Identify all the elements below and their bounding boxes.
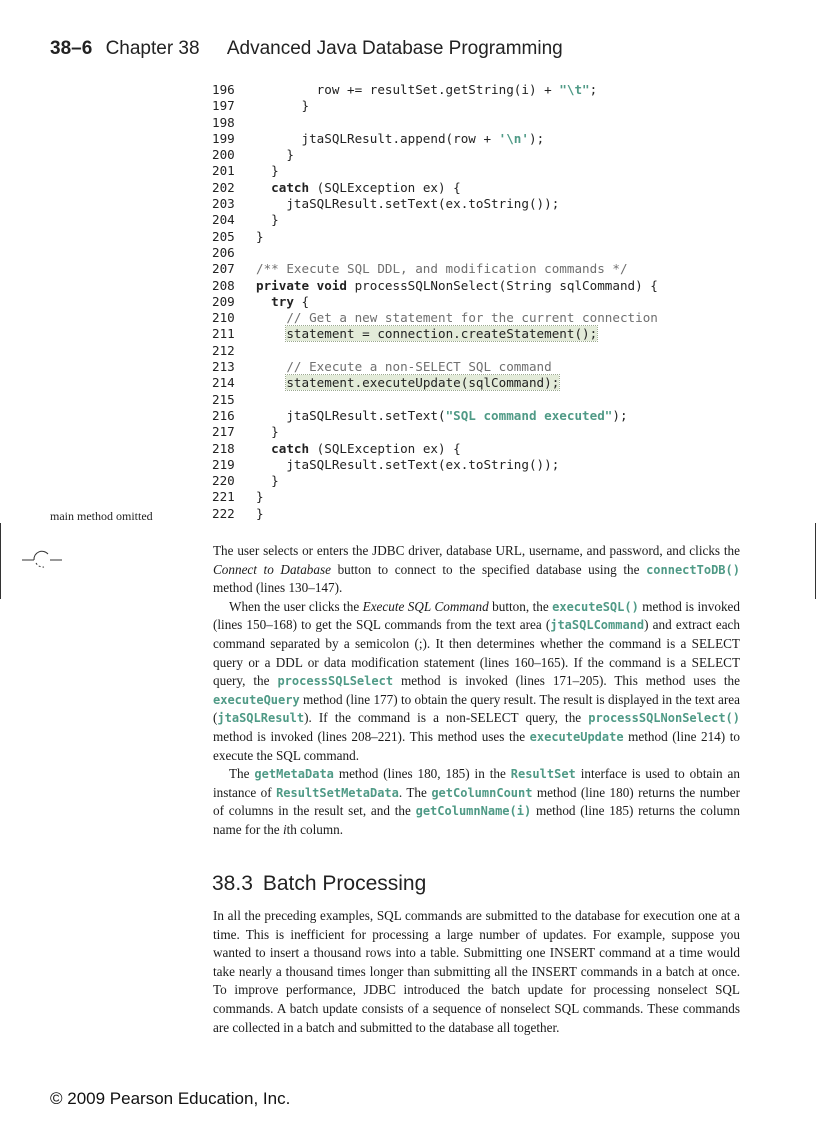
line-number: 218 [212,440,235,456]
code-token: // Execute a non-SELECT SQL command [286,359,552,375]
text-run: method (line 185) returns the column name for the [213,803,740,837]
text-run: method is invoked (lines 171–205). This method uses the [393,673,740,689]
code-line [212,82,658,98]
code-token: private [256,277,310,293]
code-token: { [293,293,310,309]
code-token: } [256,473,279,489]
code-line [212,506,658,522]
code-line [212,310,658,326]
line-number: 198 [212,114,235,130]
code-token: statement = connection.createStatement(); [286,326,598,342]
code-line [212,343,658,359]
text-run: ) and extract each command separated by a semicolon (;). It then determines whether the command is a SELECT query or a DDL or data modification statement (lines 160–165). If the command is a SELECT query, the [213,617,740,689]
text-run: button to connect to the specified database using the [330,561,647,577]
code-token: catch [271,440,310,456]
code-token [256,326,286,341]
body-paragraph [213,598,740,765]
italic-text: Connect to Database [213,561,331,577]
code-line [212,212,658,228]
code-identifier: executeSQL() [552,599,639,614]
section-number: 38.3 [212,872,253,895]
chapter-title: Advanced Java Database Programming [226,38,563,59]
code-token: catch [271,179,310,195]
code-line [212,326,658,342]
code-token: } [256,163,279,179]
code-token: (SQLException ex) { [309,440,461,456]
code-token [256,359,286,374]
code-token [256,310,286,325]
text-run: . The [398,784,432,800]
code-line [212,359,658,375]
code-token: processSQLNonSelect(String sqlCommand) { [347,277,658,293]
line-number: 205 [212,228,235,244]
code-token: try [271,293,294,309]
code-token: '\n' [498,130,529,146]
margin-note: main method omitted [50,509,153,523]
code-line [212,180,658,196]
section-paragraph: In all the preceding examples, SQL commands are submitted to the database for execution one at a time. This is inefficient for processing a large number of updates. For example, suppose you wanted to insert a thousand rows into a table. Submitting one INSERT command at a time would take nearly a thousand times longer than submitting all the INSERT commands in a batch at once. To improve performance, JDBC introduced the batch update for processing nonselect SQL commands. A batch update consists of a sequence of nonselect SQL commands. These commands are collected in a batch and submitted to the database all together. [213,908,740,1035]
text-run: method (lines 130–147). [213,580,343,596]
code-line [212,196,658,212]
code-line [212,147,658,163]
code-line [212,261,658,277]
line-number: 204 [212,212,235,228]
line-number: 211 [212,326,235,342]
line-number: 212 [212,342,235,358]
code-line [212,115,658,131]
line-number: 213 [212,359,235,375]
code-identifier: executeUpdate [529,729,624,744]
text-run: When the user clicks the [229,598,363,614]
line-number: 220 [212,473,235,489]
code-token: ; [589,82,598,97]
text-run: The [229,766,255,782]
code-token: statement.executeUpdate(sqlCommand); [286,375,560,391]
line-number: 221 [212,489,235,505]
code-identifier: connectToDB() [646,562,740,577]
line-number: 203 [212,196,235,212]
code-line [212,441,658,457]
code-token: ); [528,130,545,146]
text-run: method (line 214) to execute the SQL command. [213,728,740,763]
line-number: 201 [212,163,235,179]
code-line [212,375,658,391]
line-number: 209 [212,293,235,309]
code-line [212,392,658,408]
code-token: // Get a new statement for the current connection [286,310,658,326]
line-number: 217 [212,424,235,440]
code-line [212,408,658,424]
code-token: "\t" [559,82,590,97]
code-line [212,163,658,179]
italic-text: i [282,821,287,837]
line-number: 196 [212,82,235,97]
code-identifier: processSQLNonSelect() [588,711,740,726]
code-line [212,473,658,489]
line-number: 208 [212,277,235,293]
code-line [212,294,658,310]
text-run: method (lines 180, 185) in the [333,766,511,782]
line-number: 199 [212,130,235,146]
text-run: method is invoked (lines 150–168) to get the SQL commands from the text area ( [213,598,740,633]
code-token: jtaSQLResult.setText( [256,407,446,423]
chapter-label: Chapter 38 [105,38,200,59]
code-token [256,441,271,456]
code-token: /** Execute SQL DDL, and modification commands */ [256,261,628,277]
code-token: jtaSQLResult.append(row + [256,130,499,146]
copyright-footer: © 2009 Pearson Education, Inc. [50,1089,291,1108]
line-number: 202 [212,179,235,195]
code-line [212,457,658,473]
code-token: } [256,489,264,505]
code-token [256,294,271,309]
section-body [213,907,740,1037]
code-line [212,278,658,294]
text-run: interface is used to obtain an instance of [213,766,740,800]
code-line [212,98,658,114]
line-number: 215 [212,391,235,407]
text-run: method (line 177) to obtain the query result. The result is displayed in the text area ( [213,691,740,726]
code-token: } [256,147,294,163]
code-token: jtaSQLResult.setText(ex.toString()); [256,456,560,472]
code-token: } [256,424,279,440]
code-identifier: getColumnCount [431,785,533,800]
code-token: } [256,505,264,521]
code-token [256,180,271,195]
line-number: 206 [212,244,235,260]
italic-text: Execute SQL Command [362,598,489,614]
text-run: method (line 180) returns the number of columns in the result set, and the [213,784,740,819]
code-token: jtaSQLResult.setText(ex.toString()); [256,196,560,212]
code-listing [212,82,658,522]
code-token: (SQLException ex) { [309,179,461,195]
code-line [212,424,658,440]
text-run: method is invoked (lines 208–221). This method uses the [213,728,530,744]
text-run: th column. [286,821,344,837]
code-token: "SQL command executed" [445,407,613,423]
code-line [212,229,658,245]
code-line [212,489,658,505]
crop-mark-icon [22,549,62,571]
text-run: button, the [488,598,553,614]
code-line [212,131,658,147]
line-number: 207 [212,261,235,277]
line-number: 216 [212,407,235,423]
left-edge-rule [0,523,1,599]
code-token: void [316,277,348,293]
line-number: 210 [212,310,235,326]
code-identifier: processSQLSelect [277,674,394,689]
code-token: } [256,212,279,228]
code-identifier: ResultSetMetaData [276,785,399,800]
body-text [213,542,740,840]
section-heading [212,872,426,896]
page-header [50,38,563,60]
code-identifier: getMetaData [254,767,334,782]
code-token: } [256,228,264,244]
section-title: Batch Processing [262,872,427,895]
code-token: ); [612,407,628,423]
line-number: 222 [212,505,235,521]
line-number: 197 [212,98,235,114]
code-identifier: executeQuery [213,692,300,707]
code-line [212,245,658,261]
line-number: 200 [212,147,235,163]
line-number: 219 [212,456,235,472]
text-run: The user selects or enters the JDBC driver, database URL, username, and password, and clicks the [213,543,740,558]
code-token [309,278,317,293]
text-run: ). If the command is a non-SELECT query, the [304,710,589,726]
code-identifier: ResultSet [510,767,576,782]
code-token [256,375,286,390]
code-token: } [256,98,310,114]
code-identifier: jtaSQLCommand [550,618,645,633]
code-token: row += resultSet.getString(i) + [256,82,560,97]
line-number: 214 [212,375,235,391]
code-identifier: getColumnName(i) [415,804,532,819]
body-paragraph [213,542,740,598]
code-identifier: jtaSQLResult [217,711,305,726]
body-paragraph [213,765,740,839]
page-number: 38–6 [50,38,93,59]
